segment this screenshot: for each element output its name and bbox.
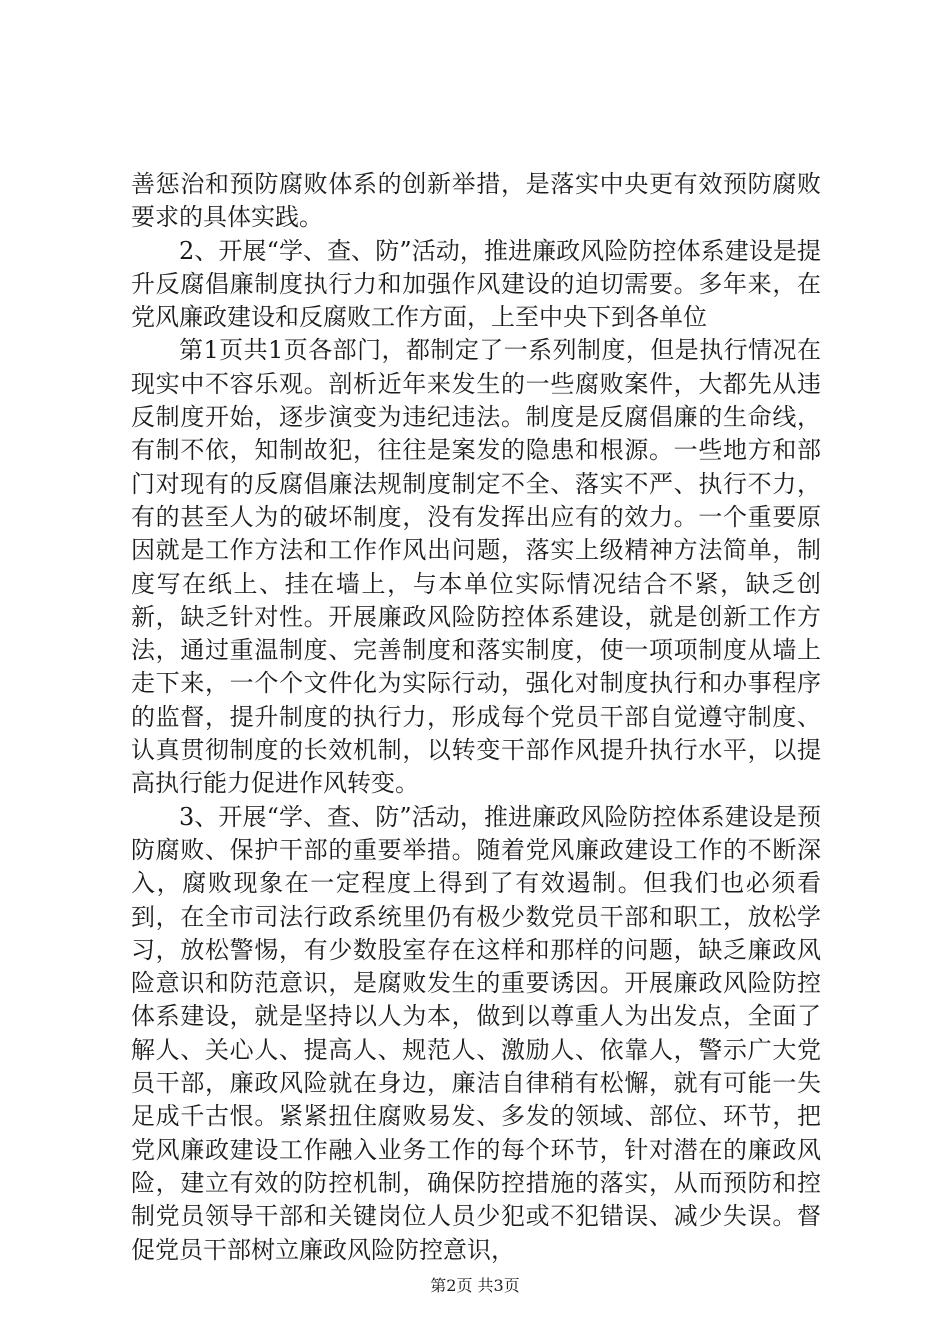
document-body <box>131 168 821 1267</box>
page-footer: 第2页 共3页 <box>430 1276 520 1295</box>
paragraph-item-3: 3、开展“学、查、防”活动，推进廉政风险防控体系建设是预防腐败、保护干部的重要举措。随着党风廉政建设工作的不断深入，腐败现象在一定程度上得到了有效遏制。但我们也必须看到，在全市司法行政系统里仍有极少数党员干部和职工，放松学习，放松警惕，有少数股室存在这样和那样的问题，缺乏廉政风险意识和防范意识，是腐败发生的重要诱因。开展廉政风险防控体系建设，就是坚持以人为本，做到以尊重人为出发点，全面了解人、关心人、提高人、规范人、激励人、依靠人，警示广大党员干部，廉政风险就在身边，廉洁自律稍有松懈，就有可能一失足成千古恨。紧紧扭住腐败易发、多发的领域、部位、环节，把党风廉政建设工作融入业务工作的每个环节，针对潜在的廉政风险，建立有效的防控机制，确保防控措施的落实，从而预防和控制党员领导干部和关键岗位人员少犯或不犯错误、减少失误。督促党员干部树立廉政风险防控意识， <box>131 802 821 1264</box>
paragraph-item-2: 2、开展“学、查、防”活动，推进廉政风险防控体系建设是提升反腐倡廉制度执行力和加强作风建设的迫切需要。多年来，在党风廉政建设和反腐败工作方面，上至中央下到各单位 <box>131 236 821 332</box>
paragraph-continuation: 善惩治和预防腐败体系的创新举措，是落实中央更有效预防腐败要求的具体实践。 <box>131 170 821 232</box>
paragraph-continued: 第1页共1页各部门，都制定了一系列制度，但是执行情况在现实中不容乐观。剖析近年来发生的一些腐败案件，大都先从违反制度开始，逐步演变为违纪违法。制度是反腐倡廉的生命线，有制不依，知制故犯，往往是案发的隐患和根源。一些地方和部门对现有的反腐倡廉法规制度制定不全、落实不严、执行不力，有的甚至人为的破坏制度，没有发挥出应有的效力。一个重要原因就是工作方法和工作作风出问题，落实上级精神方法简单，制度写在纸上、挂在墙上，与本单位实际情况结合不紧，缺乏创新，缺乏针对性。开展廉政风险防控体系建设，就是创新工作方法，通过重温制度、完善制度和落实制度，使一项项制度从墙上走下来，一个个文件化为实际行动，强化对制度执行和办事程序的监督，提升制度的执行力，形成每个党员干部自觉遵守制度、认真贯彻制度的长效机制，以转变干部作风提升执行水平，以提高执行能力促进作风转变。 <box>131 336 821 798</box>
